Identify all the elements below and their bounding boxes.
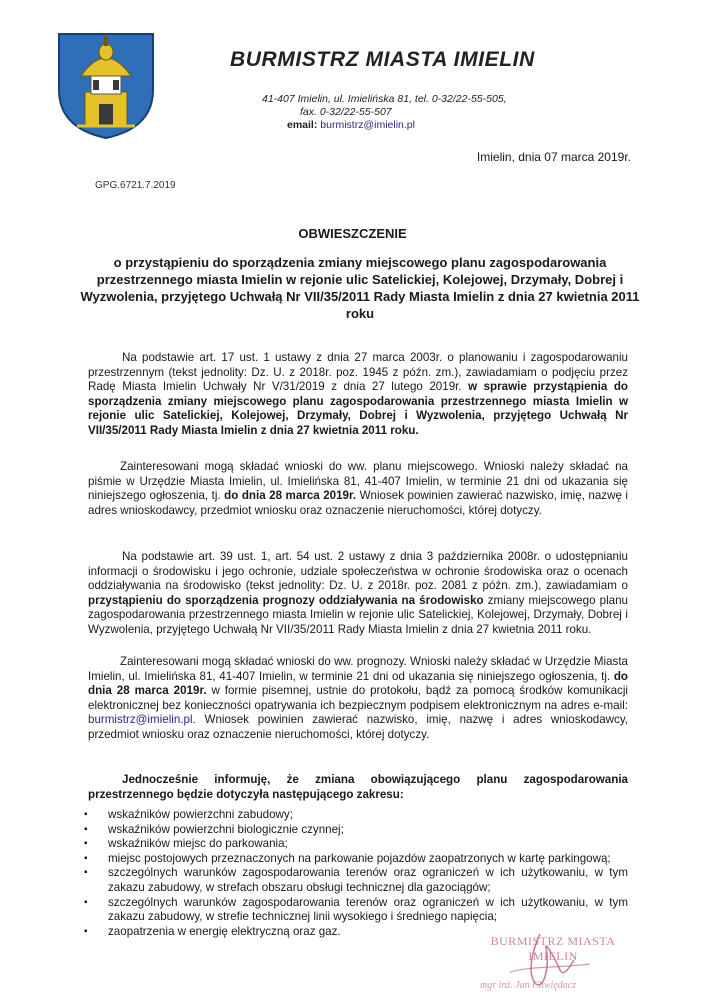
- paragraph-1: [88, 351, 628, 439]
- scope-list: [88, 808, 628, 939]
- list-item: ▪ miejsc postojowych przeznaczonych na parkowanie pojazdów zaopatrzonych w kartę parkingową;: [88, 852, 628, 867]
- paragraph-text: Zainteresowani mogą składać wnioski do ww. prognozy. Wnioski należy składać w Urzędzie Miasta Imielin, ul. Imielińska 81, 41-407 Imielin, w terminie 21 dni od ukazania się niniejszego ogłoszenia, tj.: [88, 655, 628, 683]
- list-item: ▪ wskaźników powierzchni zabudowy;: [88, 808, 628, 823]
- email-link[interactable]: burmistrz@imielin.pl: [88, 713, 193, 727]
- paragraph-text: Na podstawie art. 39 ust. 1, art. 54 ust. 2 ustawy z dnia 3 października 2008r. o udostępnianiu informacji o środowisku i jego ochronie, udziale społeczeństwa w ochronie środowiska oraz o ocenach oddziaływania na środowisko (tekst jednolity: Dz. U. z 2018r. poz. 2081 z późn. zm.), zawiadamiam o: [88, 550, 628, 593]
- signer-name: mgr inż. Jan Chwiędacz: [480, 980, 577, 991]
- paragraph-text: Wniosek powinien zawierać nazwisko, imię, nazwę i adres wnioskodawcy, przedmiot wniosku oraz oznaczenie nieruchomości, której dotyczy.: [88, 489, 628, 517]
- paragraph-text: zmiany miejscowego planu zagospodarowania przestrzennego miasta Imielin w rejonie ulic Satelickiej, Kolejowej, Drzymały, Dobrej i Wyzwolenia, przyjętego Uchwałą Nr VII/35/2011 Rady Miasta Imielin z dnia 27 kwietnia 2011 roku.: [88, 593, 628, 636]
- stamp-line: IMIELIN: [528, 949, 578, 963]
- city-crest-icon: [55, 30, 157, 142]
- deadline: do dnia 28 marca 2019r.: [88, 669, 628, 698]
- paragraph-bold: w sprawie przystąpienia do sporządzenia zmiany miejscowego planu zagospodarowania przestrzennego miasta Imielin w rejonie ulic Satelickiej, Kolejowej, Drzymały, Dobrej i Wyzwolenia, przyjętego Uchwałą Nr VII/35/2011 Rady Miasta Imielin z dnia 27 kwietnia 2011 roku.: [88, 380, 628, 437]
- document-heading: OBWIESZCZENIE: [298, 226, 407, 241]
- document-date: Imielin, dnia 07 marca 2019r.: [476, 150, 631, 164]
- contact-email: [287, 119, 415, 131]
- list-item: ▪ zaopatrzenia w energię elektryczną oraz gaz.: [88, 925, 628, 940]
- list-item: ▪ szczególnych warunków zagospodarowania terenów oraz ograniczeń w ich użytkowaniu, w tym zakazu zabudowy, w strefach obszaru obsługi technicznej dla gazociągów;: [88, 866, 628, 895]
- org-title: BURMISTRZ MIASTA IMIELIN: [230, 48, 535, 71]
- contact-fax: fax. 0-32/22-55-507: [300, 106, 392, 118]
- list-item: ▪ szczególnych warunków zagospodarowania terenów oraz ograniczeń w ich użytkowaniu, w tym zakazu zabudowy, w strefie technicznej linii wysokiego i średniego napięcia;: [88, 896, 628, 925]
- list-item: ▪ wskaźników miejsc do parkowania;: [88, 837, 628, 852]
- scope-intro: Jednocześnie informuję, że zmiana obowiązującego planu zagospodarowania przestrzennego będzie dotyczyła następującego zakresu:: [88, 773, 628, 801]
- paragraph-2: [88, 460, 628, 518]
- contact-address: 41-407 Imielin, ul. Imielińska 81, tel. 0-32/22-55-505,: [262, 93, 507, 105]
- document-subject: o przystąpieniu do sporządzenia zmiany miejscowego planu zagospodarowania przestrzennego miasta Imielin w rejonie ulic Satelickiej, Kolejowej, Drzymały, Dobrej i Wyzwolenia, przyjętego Uchwałą Nr VII/35/2011 Rady Miasta Imielin z dnia 27 kwietnia 2011 roku: [80, 255, 640, 321]
- paragraph-bold: przystąpieniu do sporządzenia prognozy oddziaływania na środowisko: [88, 593, 484, 607]
- reference-number: GPG.6721.7.2019: [95, 180, 176, 191]
- deadline: do dnia 28 marca 2019r.: [224, 489, 357, 503]
- email-label: email:: [287, 119, 318, 131]
- list-item: ▪ wskaźników powierzchni biologicznie czynnej;: [88, 823, 628, 838]
- paragraph-text: Zainteresowani mogą składać wnioski do ww. planu miejscowego. Wnioski należy składać na piśmie w Urzędzie Miasta Imielin, ul. Imielińska 81, 41-407 Imielin, w terminie 21 dni od ukazania się niniejszego ogłoszenia, tj.: [88, 460, 628, 503]
- paragraph-4: [88, 655, 628, 743]
- paragraph-text: w formie pisemnej, ustnie do protokołu, bądź za pomocą środków komunikacji elektronicznej bez konieczności opatrywania ich bezpiecznym podpisem elektronicznym na adres e-mail:: [88, 684, 628, 712]
- paragraph-text: . Wniosek powinien zawierać nazwisko, imię, nazwę i adres wnioskodawcy, przedmiot wniosku oraz oznaczenie nieruchomości, której dotyczy.: [88, 713, 628, 741]
- paragraph-3: [88, 550, 628, 638]
- email-link[interactable]: burmistrz@imielin.pl: [320, 119, 415, 131]
- paragraph-text: Na podstawie art. 17 ust. 1 ustawy z dnia 27 marca 2003r. o planowaniu i zagospodarowaniu przestrzennym (tekst jednolity: Dz. U. z 2018r. poz. 1945 z późn. zm.), zawiadamiam o podjęciu przez Radę Miasta Imielin Uchwały Nr V/31/2019 z dnia 27 lutego 2019r.: [88, 351, 628, 394]
- stamp-line: BURMISTRZ MIASTA: [490, 934, 616, 948]
